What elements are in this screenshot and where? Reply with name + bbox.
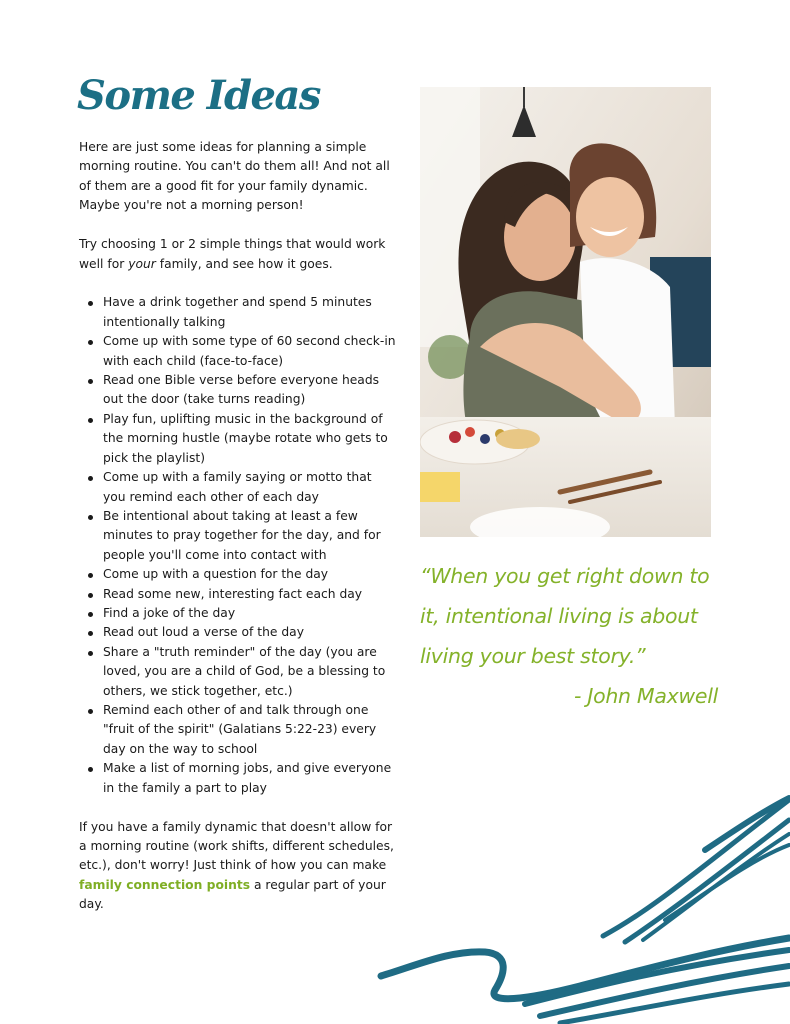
page-title: Some Ideas — [77, 72, 320, 119]
pull-quote: “When you get right down to it, intentional living is about living your best story.” — [420, 564, 710, 668]
list-item: Read some new, interesting fact each day — [103, 585, 397, 604]
list-item: Make a list of morning jobs, and give everyone in the family a part to play — [103, 759, 397, 798]
decorative-swoosh — [375, 790, 790, 1024]
choose-text-end: family, and see how it goes. — [155, 256, 333, 271]
ideas-list — [79, 293, 397, 798]
choose-text-emphasis: your — [128, 256, 156, 271]
mother-daughter-hug-photo — [420, 87, 711, 537]
choose-paragraph — [79, 235, 397, 274]
list-item: Share a "truth reminder" of the day (you are loved, you are a child of God, be a blessing to others, we stick together, etc.) — [103, 643, 397, 701]
list-item: Come up with a family saying or motto that you remind each other of each day — [103, 468, 397, 507]
list-item: Come up with some type of 60 second check-in with each child (face-to-face) — [103, 332, 397, 371]
quote-author: - John Maxwell — [574, 684, 718, 708]
list-item: Be intentional about taking at least a few minutes to pray together for the day, and for people you'll come into contact with — [103, 507, 397, 565]
list-item: Remind each other of and talk through one "fruit of the spirit" (Galatians 5:22-23) every day on the way to school — [103, 701, 397, 759]
list-item: Play fun, uplifting music in the background of the morning hustle (maybe rotate who gets to pick the playlist) — [103, 410, 397, 468]
intro-paragraph: Here are just some ideas for planning a simple morning routine. You can't do them all! And not all of them are a good fit for your family dynamic. Maybe you're not a morning person! — [79, 140, 390, 213]
closing-text-start: If you have a family dynamic that doesn't allow for a morning routine (work shifts, different schedules, etc.), don't worry! Just think of how you can make — [79, 819, 394, 873]
list-item: Come up with a question for the day — [103, 565, 397, 584]
main-text-column — [79, 138, 397, 915]
closing-paragraph — [79, 818, 397, 915]
list-item: Read one Bible verse before everyone heads out the door (take turns reading) — [103, 371, 397, 410]
list-item: Have a drink together and spend 5 minutes intentionally talking — [103, 293, 397, 332]
list-item: Find a joke of the day — [103, 604, 397, 623]
choose-text-start: Try choosing 1 or 2 simple things that would work well for — [79, 237, 386, 271]
list-item: Read out loud a verse of the day — [103, 623, 397, 642]
closing-text-end: a regular part of your day. — [79, 877, 386, 912]
family-connection-highlight: family connection points — [79, 877, 251, 892]
